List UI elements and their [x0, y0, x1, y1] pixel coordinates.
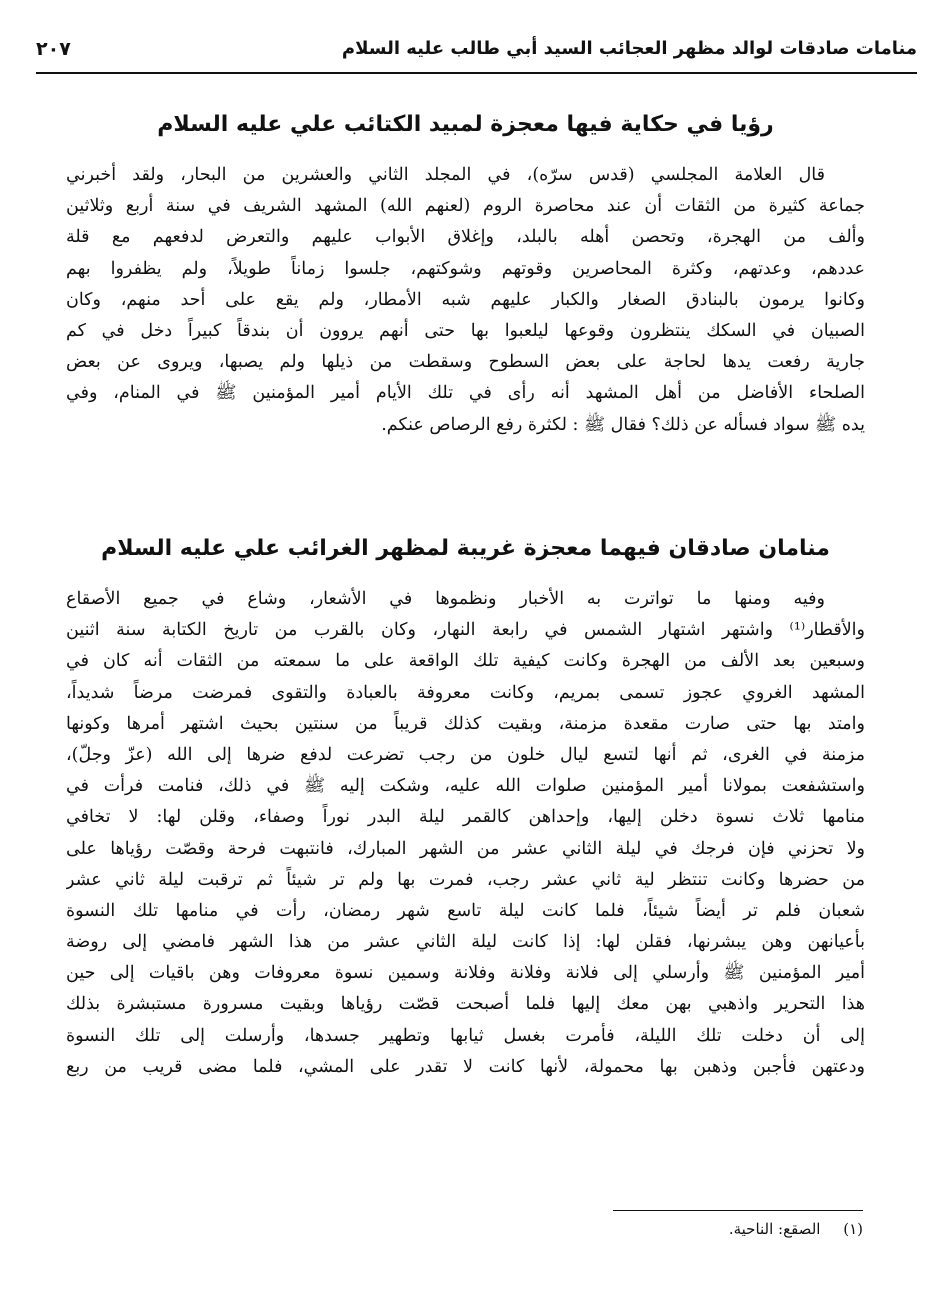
text-line: قال العلامة المجلسي (قدس سرّه)، في المجلد الثاني والعشرين من البحار، ولقد أخبرني: [66, 165, 825, 185]
footnote: [729, 1220, 863, 1238]
text-line: وفيه ومنها ما تواترت به الأخبار ونظموها في الأشعار، وشاع في جميع الأصقاع: [66, 589, 825, 609]
footnote-number: (١): [843, 1220, 863, 1238]
text-line: والأقطار⁽¹⁾ واشتهر اشتهار الشمس في رابعة النهار، وكان بالقرب من تاريخ الكتابة سنة اثنين: [66, 620, 865, 641]
section-heading-1: رؤيا في حكاية فيها معجزة لمبيد الكتائب علي عليه السلام: [157, 112, 774, 137]
text-line: مزمنة في الغرى، ثم أنها لتسع ليال خلون من رجب تضرعت لدفع ضرها إلى الله (عزّ وجلّ)،: [66, 744, 865, 765]
text-line: يده ﷺ سواد فسأله عن ذلك؟ فقال ﷺ : لكثرة رفع الرصاص عنكم.: [381, 414, 865, 435]
footnote-text: الصقع: الناحية.: [728, 1220, 821, 1238]
text-line: الصبيان في السكك ينتظرون وقوعها ليلعبوا بها حتى أنهم يروون أن بندقاً كبيراً دخل في كم: [66, 320, 865, 341]
text-line: جماعة كثيرة من الثقات أن عند محاصرة الروم (لعنهم الله) المشهد الشريف في سنة أربع وثلاثين: [66, 196, 865, 217]
text-line: وكانوا يرمون بالبنادق الصغار والكبار عليهم شبه الأمطار، ولم يقع على أحد منهم، وكان: [66, 289, 865, 310]
text-line: جارية رفعت يدها لحاجة على بعض السطوح وسقطت من ذيلها ولم يصبها، ويروى عن بعض: [66, 352, 865, 373]
text-line: وألف من الهجرة، وتحصن أهله بالبلد، وإغلاق الأبواب عليهم والتعرض لدفعهم مع قلة: [66, 227, 865, 248]
page-number: ٢٠٧: [36, 38, 71, 60]
text-line: من حضرها وكانت تنتظر لية ثاني عشر رجب، فمرت بها ولم تر شيئاً ثم ترقبت ليلة ثاني عشر: [66, 869, 865, 890]
text-line: المشهد الغروي عجوز تسمى بمريم، وكانت معروفة بالعبادة والتقوى فمرضت مرضاً شديداً،: [66, 682, 865, 703]
text-line: الصلحاء الأفاضل من أهل المشهد أنه رأى في تلك الأيام أمير المؤمنين ﷺ في المنام، وفي: [66, 383, 865, 404]
section-1-body: [66, 160, 865, 441]
text-line: ولا تحزني فإن فرجك في ليلة الثاني عشر من الشهر المبارك، فانتبهت فرحة وقصّت رؤياها على: [66, 838, 865, 859]
text-line: واستشفعت بمولانا أمير المؤمنين صلوات الله عليه، وشكت إليه ﷺ في ذلك، فنامت فرأت في: [66, 776, 865, 797]
running-title: منامات صادقات لوالد مظهر العجائب السيد أبي طالب عليه السلام: [341, 38, 917, 59]
text-line: هذا التحرير واذهبي بهن معك إليها فلما أصبحت قصّت رؤياها وبقيت مسرورة مستبشرة بذلك: [66, 994, 865, 1015]
text-line: ودعتهن فأجبن وذهبن بها محمولة، لأنها كانت لا تقدر على المشي، فلما مضى قريب من ربع: [66, 1056, 865, 1077]
section-2-body: [66, 584, 865, 1083]
header-rule: [36, 72, 917, 74]
footnote-rule: [613, 1210, 863, 1211]
text-line: وسبعين بعد الألف من الهجرة وكانت كيفية تلك الواقعة على ما سمعته من الثقات أنه كان في: [66, 651, 865, 672]
text-line: شعبان فلم تر أيضاً شيئاً، فلما كانت ليلة تاسع شهر رمضان، رأت في منامها تلك النسوة: [66, 900, 865, 921]
section-heading-2: منامان صادقان فيهما معجزة غريبة لمظهر الغرائب علي عليه السلام: [101, 536, 830, 561]
text-line: منامها ثلاث نسوة دخلن إليها، وإحداهن كالقمر ليلة البدر نوراً وصفاء، وقلن لها: لا تخافي: [66, 807, 865, 828]
text-line: عددهم، وعدتهم، وكثرة المحاصرين وقوتهم وشوكتهم، جلسوا زماناً طويلاً، ولم يظفروا بهم: [66, 258, 865, 279]
text-line: بأعيانهن وهن يبشرنها، فقلن لها: إذا كانت ليلة الثاني عشر من هذا الشهر فامضي إلى روضة: [66, 932, 865, 953]
text-line: أمير المؤمنين ﷺ وأرسلي إلى فلانة وفلانة وفلانة وسمين نسوة معروفات وهن باقيات إلى حين: [66, 963, 865, 984]
text-line: إلى أن دخلت تلك الليلة، فأمرت بغسل ثيابها وتطهير جسدها، وأرسلت إلى تلك النسوة: [66, 1025, 865, 1046]
running-header: [36, 30, 917, 72]
text-line: وامتد بها حتى صارت مقعدة مزمنة، وبقيت كذلك قريباً من سنتين بحيث اشتهر أمرها وكونها: [66, 713, 865, 734]
